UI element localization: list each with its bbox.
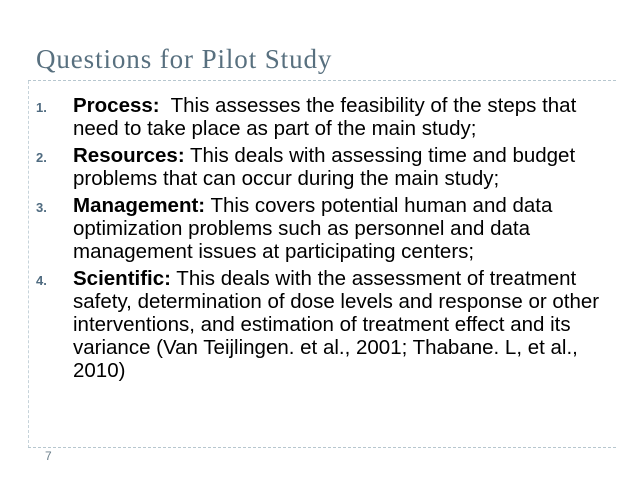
- list-item-body: [73, 94, 606, 140]
- left-guide-line: [28, 81, 29, 448]
- list-item-text: This deals with the assessment of treatment safety, determination of dose levels and response or other interventions, and estimation of treatment effect and its variance (Van Teijlingen. et al., 2001; Thabane. L, et al., 2010): [73, 267, 605, 382]
- footer-divider: [28, 447, 616, 448]
- bullet-list: [36, 94, 606, 386]
- title-divider: [28, 80, 616, 81]
- list-item-scientific: [36, 267, 606, 382]
- list-item-text: This assesses the feasibility of the steps that need to take place as part of the main study;: [73, 94, 582, 140]
- slide-title: Questions for Pilot Study: [36, 44, 333, 74]
- list-number: 4.: [36, 273, 47, 288]
- list-item-management: [36, 194, 606, 263]
- list-item-resources: [36, 144, 606, 190]
- list-number: 3.: [36, 200, 47, 215]
- list-number: 1.: [36, 100, 47, 115]
- list-item-term: Process:: [73, 94, 160, 117]
- list-item-text: This covers potential human and data optimization problems such as personnel and data management issues at participating centers;: [73, 194, 559, 263]
- list-item-body: [73, 267, 606, 382]
- list-number: 2.: [36, 150, 47, 165]
- list-item-term: Scientific:: [73, 267, 171, 290]
- list-item-body: [73, 194, 606, 263]
- list-item-process: [36, 94, 606, 140]
- list-item-term: Resources:: [73, 144, 185, 167]
- page-number: 7: [45, 449, 52, 463]
- list-item-text: This deals with assessing time and budget problems that can occur during the main study;: [73, 144, 581, 190]
- list-item-body: [73, 144, 606, 190]
- list-item-term: Management:: [73, 194, 206, 217]
